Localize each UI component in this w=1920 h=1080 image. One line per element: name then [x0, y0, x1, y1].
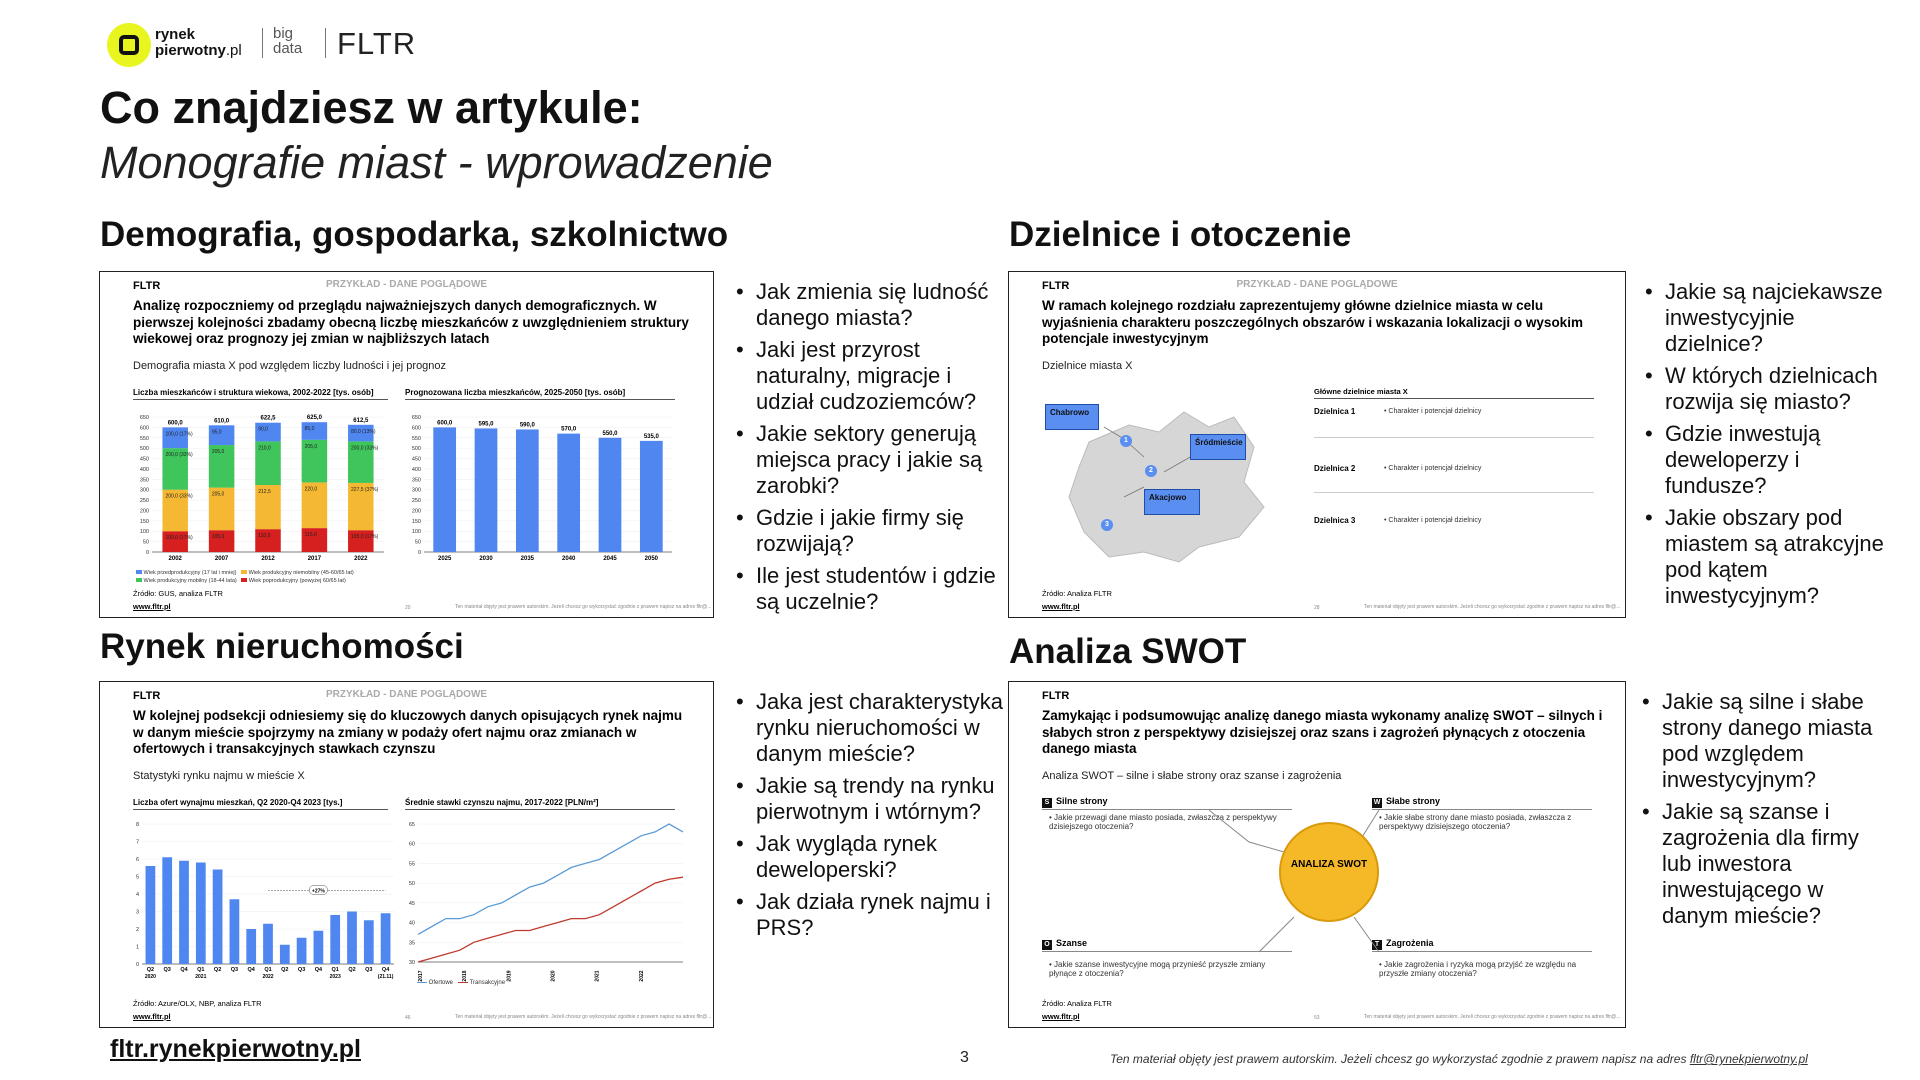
chart-legend: Ofertowe Transakcyjne	[417, 980, 505, 986]
data-label: 600,0	[437, 420, 453, 427]
y-tick-label: 3	[135, 909, 139, 916]
y-tick-label: 100	[411, 529, 421, 536]
y-tick-label: 200	[139, 508, 149, 515]
y-tick-label: 6	[135, 857, 139, 863]
total-label: 610,0	[214, 418, 230, 425]
x-tick-label: 2025	[437, 556, 452, 562]
y-tick-label: 35	[408, 940, 415, 947]
data-label: 205,0	[211, 491, 225, 498]
x-tick-label: Q3	[163, 967, 171, 973]
x-tick-label: Q4	[247, 967, 255, 973]
y-tick-label: 350	[411, 477, 421, 484]
y-tick-label: 450	[139, 456, 149, 463]
bar	[314, 931, 324, 964]
district-desc: • Charakter i potencjał dzielnicy	[1384, 517, 1482, 524]
copyright-notice: Ten materiał objęty jest prawem autorskim. Jeżeli chcesz go wykorzystać zgodnie z prawem napisz na adres fltr@rynekpierwotny.pl	[1110, 1052, 1808, 1066]
data-label: 90,0	[258, 426, 268, 433]
y-tick-label: 600	[139, 425, 149, 432]
data-label: 105,0	[211, 534, 225, 541]
y-tick-label: 500	[139, 446, 149, 453]
x-tick-label: Q1	[197, 967, 205, 973]
total-label: 622,5	[260, 415, 276, 422]
bar	[475, 428, 498, 552]
data-label: 595,0	[478, 421, 494, 428]
x-tick-label: Q2	[146, 967, 155, 973]
y-tick-label: 0	[417, 550, 421, 556]
bar	[162, 857, 172, 964]
data-label: 590,0	[519, 422, 535, 429]
slide-thumbnail-swot	[1008, 681, 1626, 1028]
slide-page-number: 28	[1314, 605, 1320, 611]
x-tick-label: 2035	[520, 556, 535, 562]
x-tick-label: Q3	[230, 967, 239, 973]
swot-opportunities-title: O Szanse	[1042, 938, 1087, 950]
page-number: 3	[960, 1049, 969, 1066]
slide-page-number: 53	[1314, 1015, 1320, 1021]
data-label: 105,0 (17%)	[351, 534, 379, 541]
question-item: • Jakie sektory generują miejsca pracy i jakie są zarobki?	[734, 421, 1004, 499]
data-label: 220,0	[304, 486, 318, 493]
slide-subheading: Dzielnice miasta X	[1042, 360, 1133, 372]
questions-swot	[1640, 689, 1890, 935]
y-tick-label: 50	[414, 539, 421, 546]
y-tick-label: 0	[145, 550, 149, 556]
x-year-label: 2017	[418, 970, 424, 982]
bar	[146, 866, 156, 964]
y-tick-label: 650	[139, 415, 149, 421]
x-tick-label: 2012	[261, 556, 275, 562]
district-name: Dzielnica 2	[1314, 464, 1356, 473]
question-item: • Ile jest studentów i gdzie są uczelnie?	[734, 563, 1004, 615]
question-item: • Jak zmienia się ludność danego miasta?	[734, 279, 1004, 331]
y-tick-label: 50	[408, 881, 415, 888]
slide-smallprint: Ten materiał objęty jest prawem autorskim. Jeżeli chcesz go wykorzystać zgodnie z prawem napisz na adres fltr@...	[1364, 1014, 1621, 1020]
question-item: • Jakie obszary pod miastem są atrakcyjne pod kątem inwestycyjnym?	[1643, 505, 1893, 609]
question-item: • Jakie są szanse i zagrożenia dla firmy lub inwestora inwestującego w danym mieście?	[1640, 799, 1890, 929]
bar	[433, 427, 456, 552]
y-tick-label: 150	[139, 518, 149, 525]
bar	[557, 434, 580, 552]
y-tick-label: 150	[411, 518, 421, 525]
slide-heading: Zamykając i podsumowując analizę danego miasta wykonamy analizę SWOT – silnych i słabych stron z perspektywy dzisiejszej oraz szans i zagrożeń płynących z otoczenia danego miasta	[1042, 708, 1603, 756]
y-tick-label: 1	[135, 944, 139, 951]
x-tick-label: Q1	[264, 967, 272, 973]
y-tick-label: 5	[135, 874, 139, 881]
swot-opportunities-text: • Jakie szanse inwestycyjne mogą przynieść przyszłe zmiany płynące z otoczenia?	[1049, 960, 1266, 978]
slide-url[interactable]: www.fltr.pl	[133, 602, 171, 611]
slide-brand: FLTR	[133, 280, 161, 292]
data-label: 200,0 (33%)	[351, 445, 379, 452]
question-item: • Jak wygląda rynek deweloperski?	[734, 831, 1004, 883]
x-year-label: 2020	[144, 974, 156, 980]
slide-brand: FLTR	[133, 690, 161, 702]
map-label-akacjowo: Akacjowo	[1144, 489, 1200, 515]
x-tick-label: 2030	[479, 556, 493, 562]
x-year-label: 2019	[506, 970, 513, 982]
brand-logo-icon	[119, 35, 139, 55]
y-tick-label: 2	[135, 927, 139, 933]
question-item: • Jakie są trendy na rynku pierwotnym i wtórnym?	[734, 773, 1004, 825]
y-tick-label: 30	[408, 960, 415, 966]
y-tick-label: 40	[408, 920, 415, 927]
contact-email-link[interactable]: fltr@rynekpierwotny.pl	[1689, 1052, 1808, 1066]
chart-title: Średnie stawki czynszu najmu, 2017-2022 [PLN/m²]	[405, 798, 675, 810]
y-tick-label: 200	[411, 508, 421, 515]
data-label: 212,5	[258, 489, 271, 496]
x-year-label: 2020	[550, 970, 557, 982]
data-label: 205,0	[304, 443, 318, 450]
question-item: • Jakie są najciekawsze inwestycyjnie dzielnice?	[1643, 279, 1893, 357]
data-label: 100,0 (17%)	[165, 535, 193, 542]
slide-source: Źródło: GUS, analiza FLTR	[133, 589, 223, 598]
y-tick-label: 350	[139, 477, 149, 484]
swot-weaknesses-title: W Słabe strony	[1373, 796, 1441, 806]
bar	[179, 861, 189, 964]
swot-strengths-text: • Jakie przewagi dane miasto posiada, zwłaszcza z perspektywy dzisiejszego otoczenia?	[1049, 813, 1277, 831]
y-tick-label: 300	[139, 487, 149, 494]
question-item: • Gdzie i jakie firmy się rozwijają?	[734, 505, 1004, 557]
logo-separator	[262, 28, 263, 58]
slide-brand: FLTR	[1042, 280, 1070, 292]
data-label: 80,0 (13%)	[351, 428, 376, 435]
bigdata-logo: big data	[273, 25, 303, 57]
swot-center: ANALIZA SWOT	[1279, 822, 1379, 922]
section-heading-swot: Analiza SWOT	[1009, 632, 1247, 671]
data-label: 550,0	[602, 430, 618, 437]
slide-example-label: PRZYKŁAD - DANE POGLĄDOWE	[325, 279, 488, 290]
x-tick-label: Q2	[213, 967, 222, 973]
slide-source: Źródło: Analiza FLTR	[1042, 999, 1112, 1008]
bar	[364, 920, 374, 964]
x-tick-label: 2007	[214, 556, 229, 562]
y-tick-label: 55	[408, 861, 415, 868]
x-tick-label: 2017	[307, 556, 322, 562]
y-tick-label: 4	[135, 892, 139, 898]
section-heading-demography: Demografia, gospodarka, szkolnictwo	[100, 215, 729, 254]
y-tick-label: 65	[408, 822, 415, 828]
page-subtitle: Monografie miast - wprowadzenie	[100, 137, 773, 188]
x-year-label: 2018	[462, 970, 469, 982]
slide-subheading: Statystyki rynku najmu w mieście X	[133, 770, 305, 782]
data-label: 110,0	[258, 533, 271, 540]
chart-title: Liczba ofert wynajmu mieszkań, Q2 2020-Q4 2023 [tys.]	[133, 798, 388, 810]
x-year-label: 2023	[329, 974, 341, 980]
map-label-chabrowo: Chabrowo	[1045, 404, 1099, 430]
map-label-srodmiescie: Śródmieście	[1190, 434, 1246, 460]
y-tick-label: 650	[411, 415, 421, 421]
line-series-transakcyjne	[418, 877, 683, 962]
questions-districts	[1643, 279, 1893, 615]
data-label: 115,0	[304, 532, 317, 539]
x-year-label: 2021	[594, 970, 601, 982]
district-name: Dzielnica 3	[1314, 516, 1356, 525]
data-label: 570,0	[561, 426, 577, 433]
chart-population-forecast	[402, 402, 680, 567]
footer-website-link[interactable]: fltr.rynekpierwotny.pl	[110, 1035, 361, 1063]
y-tick-label: 250	[139, 498, 149, 505]
slide-heading: W ramach kolejnego rozdziału zaprezentujemy główne dzielnice miasta w celu wyjaśnienia charakteru poszczególnych obszarów i wskazania lokalizacji o wysokim potencjale inwestycyjnym	[1042, 298, 1583, 346]
x-tick-label: Q4	[381, 967, 390, 973]
section-heading-market: Rynek nieruchomości	[100, 627, 464, 666]
district-desc: • Charakter i potencjał dzielnicy	[1384, 408, 1482, 415]
data-label: 85,0	[304, 426, 315, 433]
district-desc: • Charakter i potencjał dzielnicy	[1384, 465, 1482, 472]
x-tick-label: Q3	[297, 967, 306, 973]
bar	[213, 870, 223, 965]
swot-weaknesses-text: • Jakie słabe strony dane miasto posiada, zwłaszcza z perspektywy dzisiejszego otoczenia?	[1379, 813, 1572, 831]
slide-heading: Analizę rozpoczniemy od przeglądu najważniejszych danych demograficznych. W pierwszej kolejności zbadamy obecną liczbę mieszkańców z uwzględnieniem struktury wiekowej oraz prognozy jej zmian w najbliższych latach	[133, 298, 689, 346]
chart-rent-rates	[400, 812, 690, 992]
page-title: Co znajdziesz w artykule:	[100, 82, 643, 133]
questions-market	[734, 689, 1004, 947]
data-label: 227,5 (37%)	[351, 486, 379, 493]
fltr-logo: FLTR	[337, 26, 417, 61]
map-marker: 2	[1145, 465, 1157, 477]
y-tick-label: 450	[411, 456, 421, 463]
y-tick-label: 250	[411, 498, 421, 505]
slide-url[interactable]: www.fltr.pl	[1042, 602, 1080, 611]
y-tick-label: 8	[135, 822, 139, 828]
data-label: 535,0	[643, 433, 659, 440]
data-label: 100,0 (17%)	[165, 431, 193, 438]
question-item: • W których dzielnicach rozwija się miasto?	[1643, 363, 1893, 415]
x-tick-label: Q2	[348, 967, 356, 973]
slide-smallprint: Ten materiał objęty jest prawem autorskim. Jeżeli chcesz go wykorzystać zgodnie z prawem napisz na adres fltr@...	[1364, 604, 1621, 610]
slide-source: Źródło: Analiza FLTR	[1042, 589, 1112, 598]
data-label: 205,0	[211, 449, 225, 456]
y-tick-label: 550	[139, 435, 149, 442]
district-name: Dzielnica 1	[1314, 407, 1356, 416]
slide-heading: W kolejnej podsekcji odniesiemy się do kluczowych danych opisujących rynek najmu w danym mieście spojrzymy na zmiany w podaży ofert najmu oraz zmianach w ofertowych i transakcyjnych stawkach czynszu	[133, 708, 683, 756]
question-item: • Jaki jest przyrost naturalny, migracje i udział cudzoziemców?	[734, 337, 1004, 415]
total-label: 612,5	[353, 417, 369, 424]
x-tick-label: Q1	[331, 967, 339, 973]
slide-source: Źródło: Azure/OLX, NBP, analiza FLTR	[133, 999, 262, 1008]
slide-brand: FLTR	[1042, 690, 1070, 702]
question-item: • Jakie są silne i słabe strony danego miasta pod względem inwestycyjnym?	[1640, 689, 1890, 793]
x-tick-label: 2002	[168, 556, 182, 562]
slide-smallprint: Ten materiał objęty jest prawem autorskim. Jeżeli chcesz go wykorzystać zgodnie z prawem napisz na adres fltr@...	[455, 1014, 712, 1020]
question-item: • Jaka jest charakterystyka rynku nieruchomości w danym mieście?	[734, 689, 1004, 767]
slide-subheading: Demografia miasta X pod względem liczby ludności i jej prognoz	[133, 360, 447, 372]
annotation-label: +27%	[311, 888, 325, 895]
y-tick-label: 400	[411, 466, 421, 473]
y-tick-label: 100	[139, 529, 149, 536]
map-marker: 1	[1120, 435, 1132, 447]
bar	[330, 915, 340, 964]
chart-age-structure	[130, 402, 392, 567]
x-tick-label: 2040	[561, 556, 576, 562]
swot-strengths-title: S Silne strony	[1042, 796, 1108, 808]
x-tick-label: 2022	[354, 556, 368, 562]
slide-subheading: Analiza SWOT – silne i słabe strony oraz szanse i zagrożenia	[1042, 770, 1342, 782]
slide-smallprint: Ten materiał objęty jest prawem autorskim. Jeżeli chcesz go wykorzystać zgodnie z prawem napisz na adres fltr@...	[455, 604, 712, 610]
line-series-ofertowe	[418, 824, 683, 934]
bar	[599, 438, 622, 552]
bar	[196, 863, 206, 965]
bar	[230, 899, 240, 964]
y-tick-label: 50	[142, 539, 149, 546]
y-tick-label: 300	[411, 487, 421, 494]
bar	[263, 924, 273, 964]
x-year-label: 2022	[262, 974, 274, 980]
x-tick-label: Q2	[281, 967, 289, 973]
slide-page-number: 20	[405, 605, 411, 611]
x-tick-label: Q4	[314, 967, 323, 973]
bar	[347, 912, 357, 965]
data-label: 200,0 (33%)	[165, 452, 193, 459]
chart-title: Prognozowana liczba mieszkańców, 2025-2050 [tys. osób]	[405, 388, 675, 400]
x-tick-label: 2045	[603, 556, 617, 562]
total-label: 625,0	[306, 415, 322, 422]
y-tick-label: 500	[411, 446, 421, 453]
y-tick-label: 45	[408, 900, 415, 907]
question-item: • Gdzie inwestują deweloperzy i fundusze?	[1643, 421, 1893, 499]
chart-rental-offers	[124, 812, 399, 992]
bar	[297, 938, 307, 964]
y-tick-label: 60	[408, 841, 415, 848]
y-tick-label: 550	[411, 435, 421, 442]
x-tick-label: 2050	[644, 556, 659, 562]
brand-name: rynek pierwotny.pl	[155, 26, 242, 59]
questions-demography	[734, 279, 1004, 621]
question-item: • Jak działa rynek najmu i PRS?	[734, 889, 1004, 941]
data-label: 210,0	[258, 445, 271, 452]
bar	[381, 913, 391, 964]
logo-separator	[325, 28, 326, 58]
x-tick-label: Q4	[180, 967, 188, 973]
section-heading-districts: Dzielnice i otoczenie	[1009, 215, 1352, 254]
swot-threats-title: T Zagrożenia	[1372, 938, 1434, 950]
district-list-title: Główne dzielnice miasta X	[1314, 387, 1594, 399]
slide-thumbnail-districts	[1008, 271, 1626, 618]
slide-example-label: PRZYKŁAD - DANE POGLĄDOWE	[325, 689, 488, 700]
x-year-label: 2021	[195, 974, 207, 980]
bar	[516, 429, 539, 552]
x-year-label: (21.11)	[377, 974, 394, 980]
bar	[640, 441, 663, 552]
y-tick-label: 7	[135, 839, 139, 846]
data-label: 95,0	[211, 429, 222, 436]
total-label: 600,0	[167, 420, 183, 427]
bar	[280, 945, 290, 964]
slide-page-number: 46	[405, 1015, 411, 1021]
y-tick-label: 400	[139, 466, 149, 473]
chart-title: Liczba mieszkańców i struktura wiekowa, 2002-2022 [tys. osób]	[133, 388, 388, 400]
map-marker: 3	[1101, 519, 1113, 531]
slide-url[interactable]: www.fltr.pl	[1042, 1012, 1080, 1021]
bar	[246, 929, 256, 964]
y-tick-label: 0	[135, 962, 139, 968]
swot-threats-text: • Jakie zagrożenia i ryzyka mogą przyjść ze względu na przyszłe zmiany otoczenia?	[1379, 960, 1577, 978]
chart-legend: Wiek przedprodukcyjny (17 lat i mniej) Wiek produkcyjny niemobilny (45-60/65 lat) Wiek produkcyjny mobilny (18-44 lata) Wiek poprodukcyjny (powyżej 60/65 lat)	[136, 569, 396, 585]
slide-thumbnail-demography	[99, 271, 714, 618]
slide-url[interactable]: www.fltr.pl	[133, 1012, 171, 1021]
x-tick-label: Q3	[365, 967, 373, 973]
data-label: 200,0 (33%)	[165, 493, 193, 500]
slide-thumbnail-market	[99, 681, 714, 1028]
y-tick-label: 600	[411, 425, 421, 432]
slide-example-label: PRZYKŁAD - DANE POGLĄDOWE	[1236, 279, 1398, 290]
x-year-label: 2022	[638, 970, 645, 982]
